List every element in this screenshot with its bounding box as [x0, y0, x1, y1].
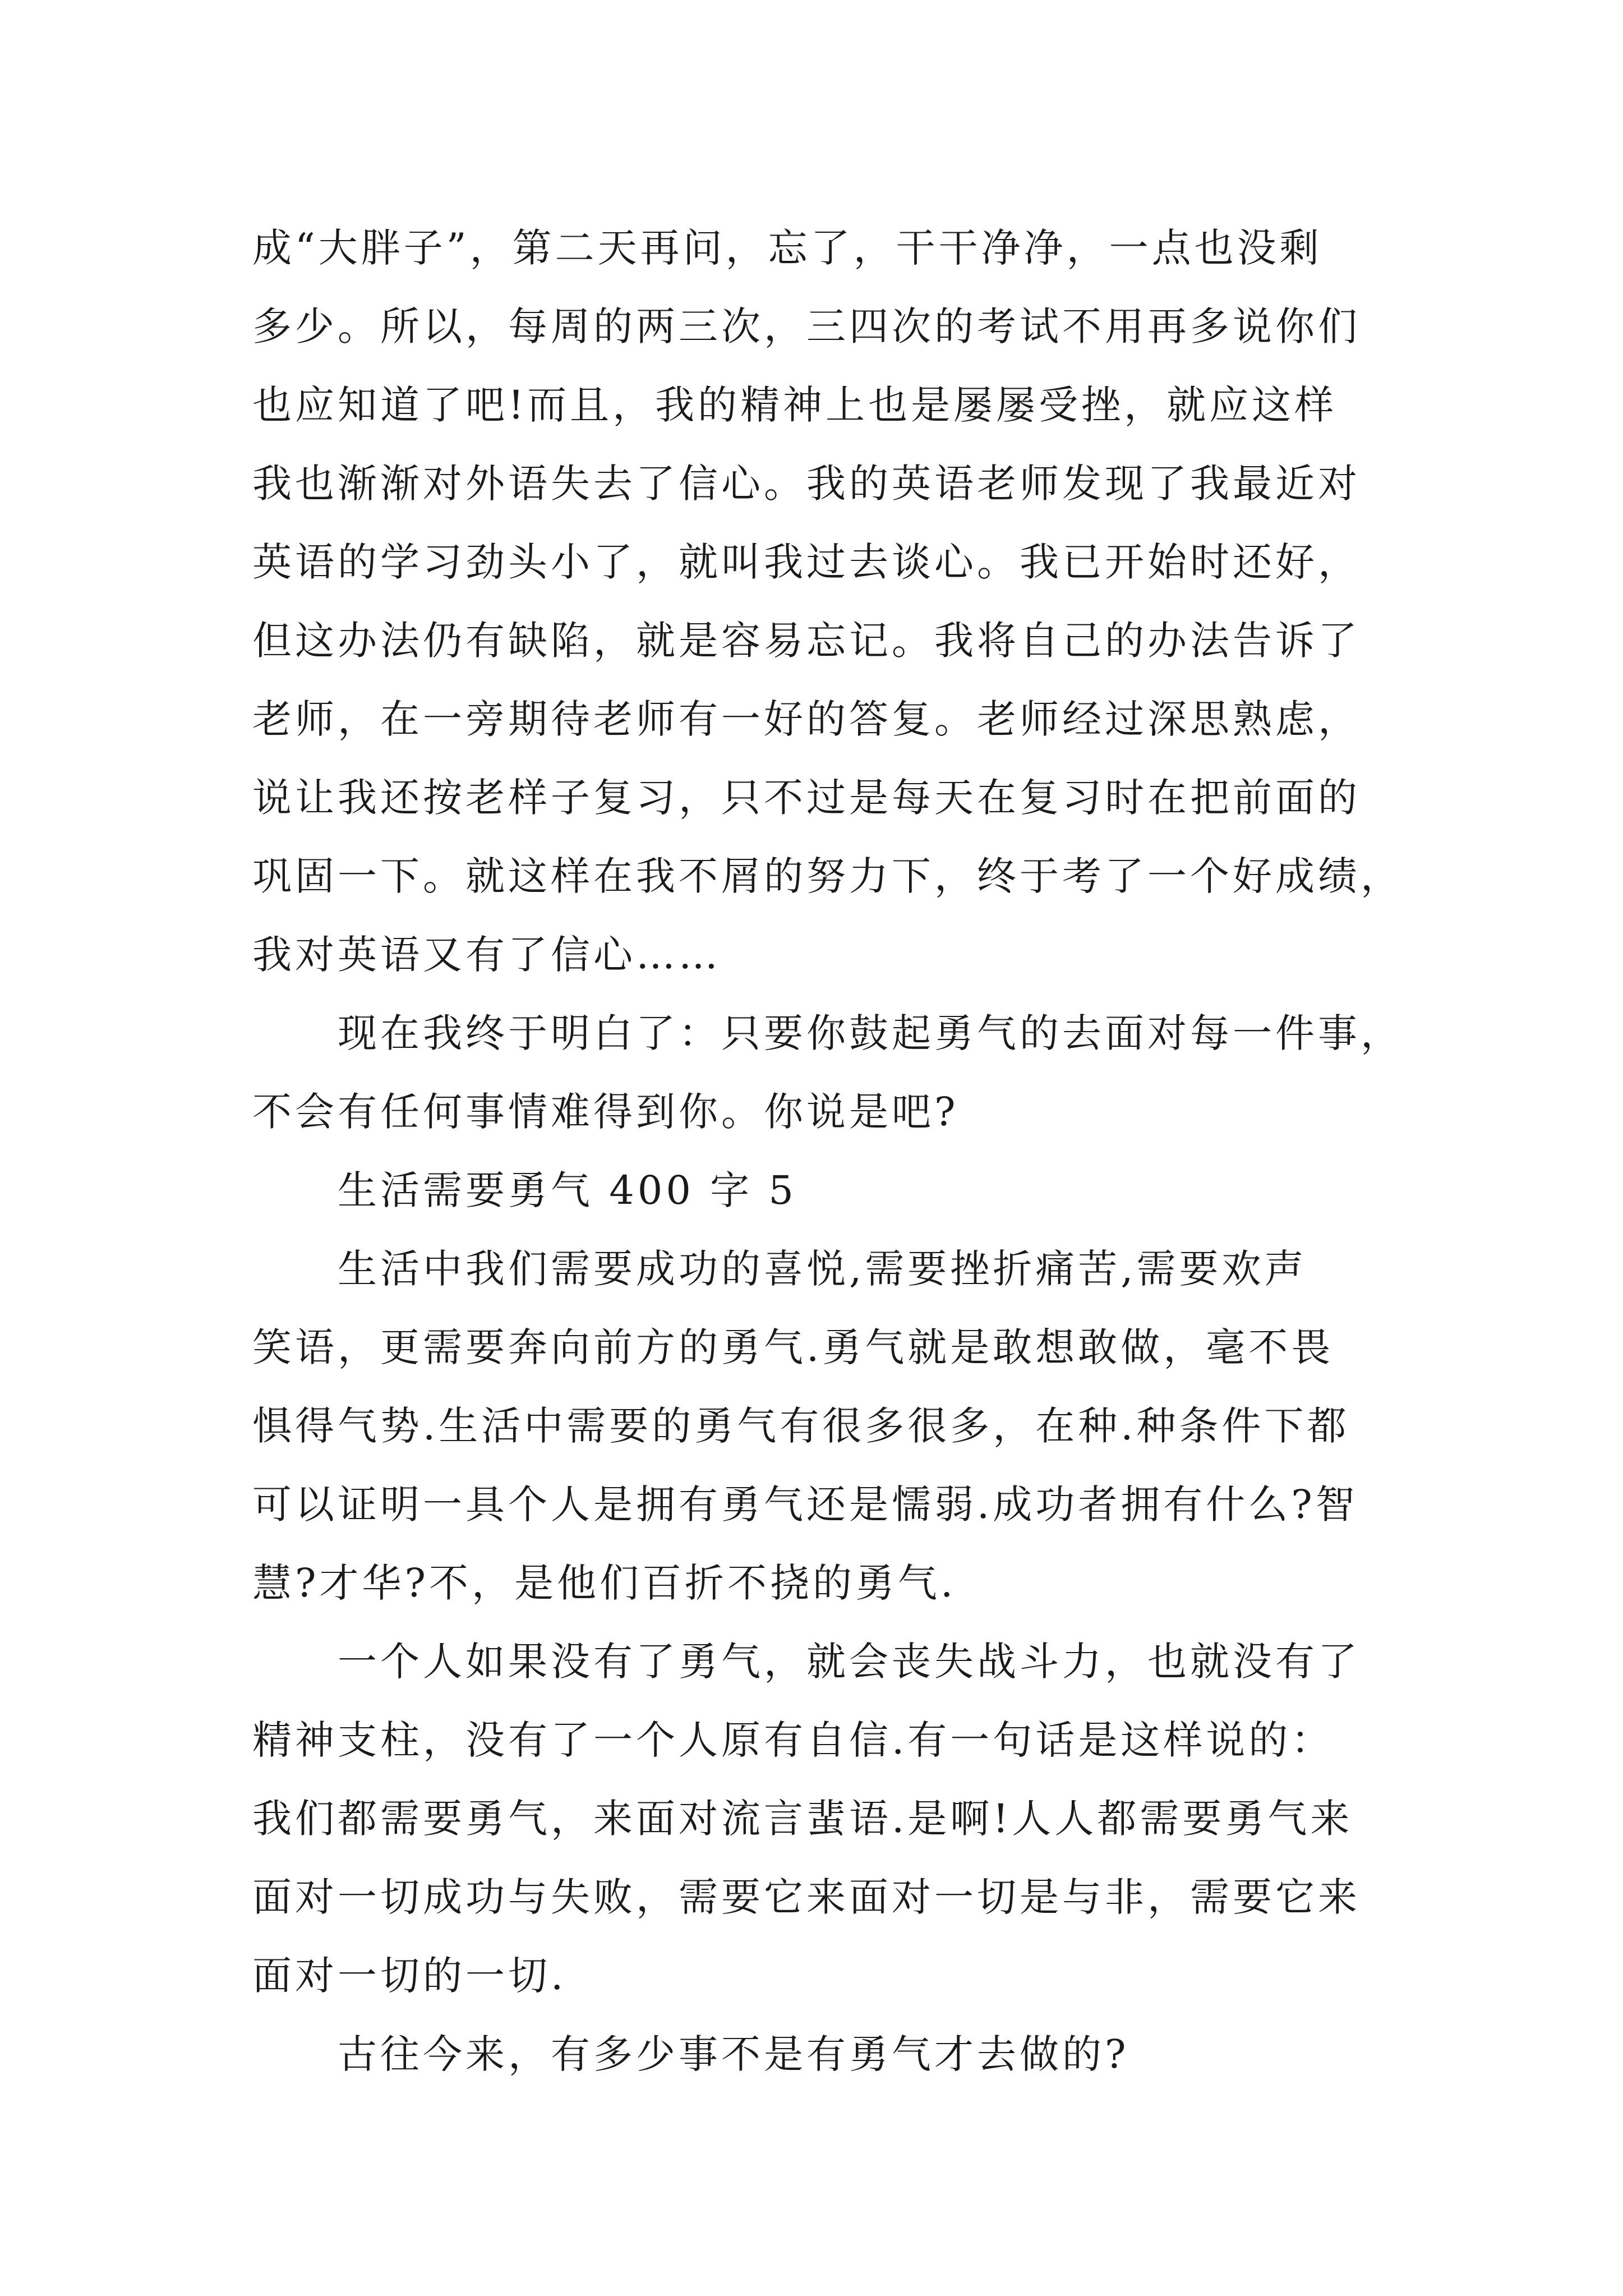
text-line: 笑语，更需要奔向前方的勇气.勇气就是敢想敢做，毫不畏	[252, 1324, 1334, 1370]
text-line: 成“大胖子”，第二天再问，忘了，干干净净，一点也没剩	[252, 225, 1322, 271]
text-line: 英语的学习劲头小了，就叫我过去谈心。我已开始时还好，	[252, 539, 1361, 585]
text-line: 我对英语又有了信心……	[252, 932, 721, 978]
text-line: 慧?才华?不，是他们百折不挠的勇气.	[252, 1560, 957, 1606]
text-line: 多少。所以，每周的两三次，三四次的考试不用再多说你们	[252, 303, 1361, 349]
text-line: 我也渐渐对外语失去了信心。我的英语老师发现了我最近对	[252, 461, 1361, 507]
text-line: 但这办法仍有缺陷，就是容易忘记。我将自己的办法告诉了	[252, 618, 1361, 664]
text-line: 说让我还按老样子复习，只不过是每天在复习时在把前面的	[252, 775, 1361, 821]
text-line: 也应知道了吧!而且，我的精神上也是屡屡受挫，就应这样	[252, 382, 1338, 428]
text-line: 面对一切成功与失败，需要它来面对一切是与非，需要它来	[252, 1874, 1361, 1920]
paragraph-start-line: 生活中我们需要成功的喜悦,需要挫折痛苦,需要欢声	[338, 1246, 1307, 1292]
text-line: 不会有任何事情难得到你。你说是吧?	[252, 1089, 959, 1135]
text-line: 惧得气势.生活中需要的勇气有很多很多，在种.种条件下都	[252, 1403, 1350, 1449]
paragraph-start-line: 一个人如果没有了勇气，就会丧失战斗力，也就没有了	[338, 1639, 1361, 1685]
text-line: 面对一切的一切.	[252, 1953, 567, 1999]
text-line: 我们都需要勇气，来面对流言蜚语.是啊!人人都需要勇气来	[252, 1796, 1353, 1842]
text-line: 巩固一下。就这样在我不屑的努力下，终于考了一个好成绩，	[252, 853, 1403, 899]
text-line: 精神支柱，没有了一个人原有自信.有一句话是这样说的：	[252, 1717, 1334, 1763]
text-line: 老师，在一旁期待老师有一好的答复。老师经过深思熟虑，	[252, 696, 1361, 742]
document-body	[252, 209, 1403, 2093]
paragraph-start-line: 现在我终于明白了：只要你鼓起勇气的去面对每一件事，	[338, 1010, 1403, 1056]
section-heading: 生活需要勇气 400 字 5	[338, 1167, 797, 1213]
text-line: 可以证明一具个人是拥有勇气还是懦弱.成功者拥有什么?智	[252, 1481, 1358, 1527]
paragraph-start-line: 古往今来，有多少事不是有勇气才去做的?	[338, 2031, 1129, 2077]
